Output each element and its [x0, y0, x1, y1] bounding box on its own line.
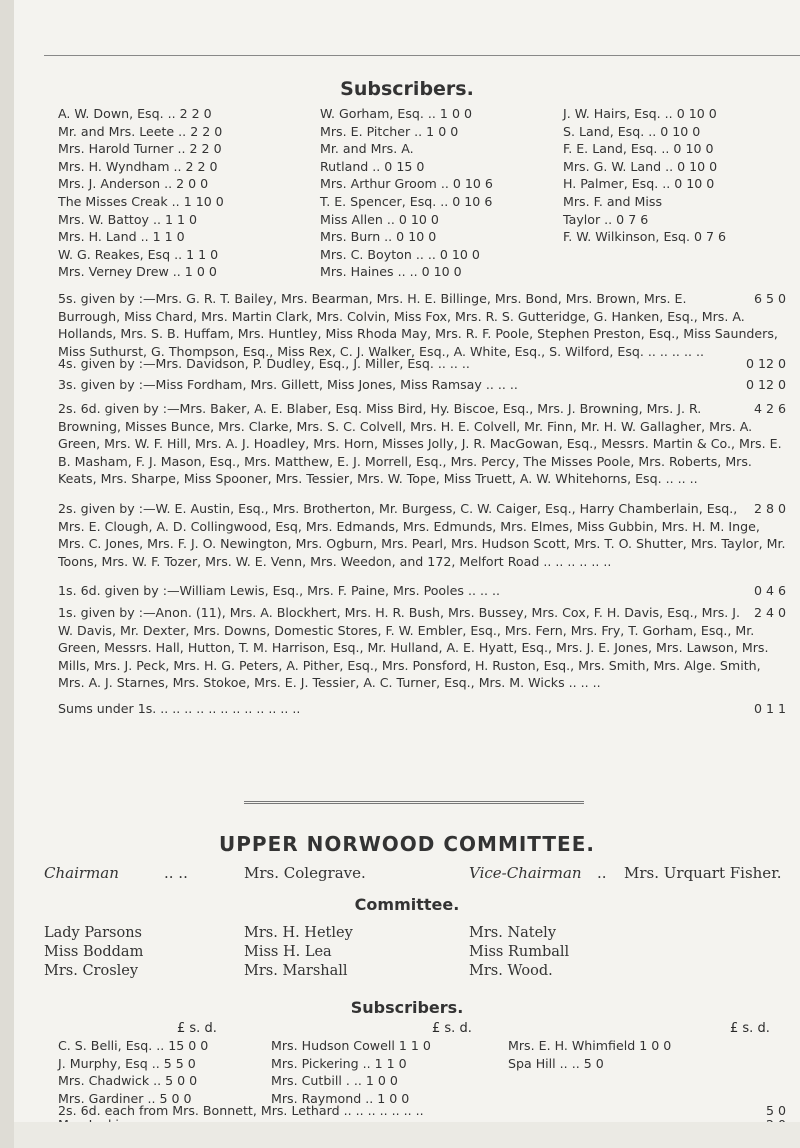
subscriber-entry: Mrs. Hudson Cowell 1 1 0: [271, 1038, 431, 1053]
paragraph-amount: 0 12 0: [745, 377, 786, 392]
lsd-header: £ s. d.: [730, 1021, 770, 1036]
second-subscribers-heading: Subscribers.: [350, 998, 464, 1017]
subscriber-entry: Miss Allen .. 0 10 0: [320, 211, 439, 227]
subscriber-entry: Mrs. Haines .. .. 0 10 0: [320, 264, 462, 280]
paragraph-text: 1s. 6d. given by :—William Lewis, Esq., Mrs. F. Paine, Mrs. Pooles .. .. ..: [58, 583, 500, 598]
paragraph-text: Sums under 1s. .. .. .. .. .. .. .. .. .. .. .. ..: [58, 701, 301, 716]
subscribers-heading: Subscribers.: [340, 78, 474, 100]
tail-line: [58, 1104, 786, 1118]
paragraph-text: 2s. 6d. given by :—Mrs. Baker, A. E. Blaber, Esq. Miss Bird, Hy. Biscoe, Esq., Mrs. J. Browning, Mrs. J. R. Browning, Misses Bunce, Mrs. Clarke, Mrs. S. C. Colvell, Mrs. H. E. Colvell, Mr. Finn, Mr. H. W. Gallagher, Mrs. A. Green, Mrs. W. F. Hill, Mrs. A. J. Hoadley, Mrs. Horn, Misses Jolly, J. R. MacGowan, Esq., Messrs. Martin & Co., Mrs. E. B. Masham, F. J. Mason, Esq., Mrs. Matthew, E. J. Morrell, Esq., Mrs. Percy, The Misses Poole, Mrs. Roberts, Mrs. Keats, Mrs. Sharpe, Miss Spooner, Mrs. Tessier, Mrs. W. Tope, Miss Truett, A. W. Whitehorns, Esq. .. .. ..: [58, 401, 782, 487]
gift-paragraph: [58, 376, 786, 394]
committee-member: Miss Boddam: [44, 944, 144, 960]
paragraph-text: 2s. given by :—W. E. Austin, Esq., Mrs. Brotherton, Mr. Burgess, C. W. Caiger, Esq., Harry Chamberlain, Esq., Mrs. E. Clough, A. D. Collingwood, Esq, Mrs. Edmands, Mrs. Edmunds, Mrs. Elmes, Miss Gubbin, Mrs. H. M. Inge, Mrs. C. Jones, Mrs. F. J. O. Newington, Mrs. Ogburn, Mrs. Pearl, Mrs. Hudson Scott, Mrs. T. O. Shutter, Mrs. Taylor, Mr. Toons, Mrs. W. F. Tozer, Mrs. W. E. Venn, Mrs. Weedon, and 172, Melfort Road .. .. .. .. .. ..: [58, 501, 786, 569]
subscriber-entry: Mrs. C. Boyton .. .. 0 10 0: [320, 246, 480, 262]
vice-chairman-label: Vice-Chairman: [469, 864, 582, 882]
paragraph-amount: 2 8 0: [753, 501, 786, 516]
paragraph-amount: 0 1 1: [753, 701, 786, 716]
subscriber-entry: J. Murphy, Esq .. 5 5 0: [58, 1055, 196, 1071]
top-rule: [44, 55, 800, 56]
subscriber-entry: W. Gorham, Esq. .. 1 0 0: [320, 106, 472, 121]
chairman-name: Mrs. Colegrave.: [244, 864, 366, 882]
subscriber-entry: Mrs. Raymond .. 1 0 0: [271, 1090, 410, 1106]
subscriber-entry: Mrs. Gardiner .. 5 0 0: [58, 1090, 192, 1106]
paragraph-amount: 0 4 6: [753, 583, 786, 598]
subscriber-entry: W. G. Reakes, Esq .. 1 1 0: [58, 246, 219, 262]
gift-paragraph: [58, 582, 786, 600]
subscriber-entry: The Misses Creak .. 1 10 0: [58, 194, 224, 209]
vice-chairman-dots: ..: [597, 864, 607, 882]
subscriber-entry: Mrs. Chadwick .. 5 0 0: [58, 1073, 198, 1089]
subscriber-entry: Mrs. E. H. Whimfield 1 0 0: [508, 1038, 672, 1053]
committee-member: Miss Rumball: [469, 944, 570, 960]
lsd-header: £ s. d.: [177, 1021, 217, 1036]
subscriber-entry: Mrs. G. W. Land .. 0 10 0: [563, 158, 718, 174]
subscriber-entry: Taylor .. 0 7 6: [563, 211, 649, 227]
committee-member: Mrs. Marshall: [244, 963, 348, 979]
subscriber-entry: Mrs. F. and Miss: [563, 194, 663, 209]
paragraph-amount: 2 4 0: [753, 605, 786, 620]
subscriber-entry: J. W. Hairs, Esq. .. 0 10 0: [563, 106, 717, 121]
gift-paragraph: [58, 500, 786, 570]
page-edge: [0, 0, 14, 1148]
subscriber-entry: Mrs. Verney Drew .. 1 0 0: [58, 264, 217, 280]
subscriber-entry: Mrs. J. Anderson .. 2 0 0: [58, 176, 209, 192]
gift-paragraph: [58, 700, 786, 718]
gift-paragraph: [58, 355, 786, 373]
subscriber-entry: Mrs. E. Pitcher .. 1 0 0: [320, 123, 459, 139]
committee-member: Mrs. Crosley: [44, 963, 139, 979]
subscriber-entry: A. W. Down, Esq. .. 2 2 0: [58, 106, 212, 121]
lsd-header: £ s. d.: [432, 1021, 472, 1036]
paragraph-amount: 6 5 0: [753, 291, 786, 306]
subscriber-entry: Rutland .. 0 15 0: [320, 158, 425, 174]
paragraph-text: 4s. given by :—Mrs. Davidson, P. Dudley, Esq., J. Miller, Esq. .. .. ..: [58, 356, 470, 371]
chairman-dots: .. ..: [164, 864, 188, 882]
subscriber-entry: Mr. and Mrs. Leete .. 2 2 0: [58, 123, 223, 139]
bottom-band: [14, 1122, 800, 1148]
committee-member: Mrs. Nately: [469, 925, 557, 941]
tail-amount: 5 0: [765, 1103, 786, 1118]
subscriber-entry: S. Land, Esq. .. 0 10 0: [563, 123, 701, 139]
subscriber-entry: Mrs. H. Land .. 1 1 0: [58, 229, 185, 245]
paragraph-text: 5s. given by :—Mrs. G. R. T. Bailey, Mrs. Bearman, Mrs. H. E. Billinge, Mrs. Bond, Mrs. Brown, Mrs. E. Burrough, Miss Chard, Mrs. Martin Clark, Mrs. Colvin, Miss Fox, Mrs. R. S. Gutteridge, G. Hanken, Esq., Mrs. A. Hollands, Mrs. S. B. Huffam, Mrs. Huntley, Miss Rhoda May, Mrs. R. F. Poole, Stephen Preston, Esq., Miss Saunders, Miss Suthurst, G. Thompson, Esq., Miss Rex, C. J. Walker, Esq., A. White, Esq., S. Wilford, Esq. .. .. .. .. ..: [58, 291, 778, 359]
gift-paragraph: [58, 604, 786, 692]
subscriber-entry: Mrs. Pickering .. 1 1 0: [271, 1055, 407, 1071]
subscriber-entry: Mrs. Harold Turner .. 2 2 0: [58, 141, 222, 157]
tail-text: 2s. 6d. each from Mrs. Bonnett, Mrs. Lethard .. .. .. .. .. .. ..: [58, 1103, 424, 1118]
subscriber-entry: Mrs. H. Wyndham .. 2 2 0: [58, 158, 218, 174]
subscriber-entry: F. E. Land, Esq. .. 0 10 0: [563, 141, 714, 157]
paragraph-text: 3s. given by :—Miss Fordham, Mrs. Gillett, Miss Jones, Miss Ramsay .. .. ..: [58, 377, 518, 392]
vice-chairman-name: Mrs. Urquart Fisher.: [624, 864, 782, 882]
subscriber-entry: H. Palmer, Esq. .. 0 10 0: [563, 176, 715, 192]
gift-paragraph: [58, 400, 786, 488]
section-divider: [244, 801, 584, 804]
subscriber-entry: Mrs. Cutbill . .. 1 0 0: [271, 1073, 398, 1089]
committee-title: UPPER NORWOOD COMMITTEE.: [219, 832, 595, 856]
subscriber-entry: F. W. Wilkinson, Esq. 0 7 6: [563, 229, 727, 245]
subscriber-entry: Mrs. Arthur Groom .. 0 10 6: [320, 176, 493, 192]
paragraph-amount: 4 2 6: [753, 401, 786, 416]
committee-member: Mrs. Wood.: [469, 963, 553, 979]
chairman-label: Chairman: [44, 864, 119, 882]
paragraph-text: 1s. given by :—Anon. (11), Mrs. A. Blockhert, Mrs. H. R. Bush, Mrs. Bussey, Mrs. Cox, F. H. Davis, Esq., Mrs. J. W. Davis, Mr. Dexter, Mrs. Downs, Domestic Stores, F. W. Embler, Esq., Mrs. Fern, Mrs. Fry, T. Gorham, Esq., Mr. Green, Messrs. Hall, Hutton, T. M. Harrison, Esq., Mr. Hulland, A. E. Hyatt, Esq., Mrs. J. E. Jones, Mrs. Lawson, Mrs. Mills, Mrs. J. Peck, Mrs. H. G. Peters, A. Pither, Esq., Mrs. Ponsford, H. Ruston, Esq., Mrs. Smith, Mrs. Alge. Smith, Mrs. A. J. Starnes, Mrs. Stokoe, Mrs. E. J. Tessier, A. C. Turner, Esq., Mrs. M. Wicks .. .. ..: [58, 605, 769, 691]
committee-heading: Committee.: [354, 895, 460, 914]
committee-member: Miss H. Lea: [244, 944, 332, 960]
subscriber-entry: C. S. Belli, Esq. .. 15 0 0: [58, 1038, 209, 1053]
subscriber-entry: T. E. Spencer, Esq. .. 0 10 6: [320, 194, 493, 209]
committee-member: Lady Parsons: [44, 925, 142, 941]
subscriber-entry: Mr. and Mrs. A.: [320, 141, 414, 157]
gift-paragraph: [58, 290, 786, 360]
subscriber-entry: Mrs. Burn .. 0 10 0: [320, 229, 437, 245]
document-page: [14, 0, 800, 1148]
committee-member: Mrs. H. Hetley: [244, 925, 353, 941]
paragraph-amount: 0 12 0: [745, 356, 786, 371]
subscriber-entry: Spa Hill .. .. 5 0: [508, 1055, 604, 1071]
subscriber-entry: Mrs. W. Battoy .. 1 1 0: [58, 211, 198, 227]
